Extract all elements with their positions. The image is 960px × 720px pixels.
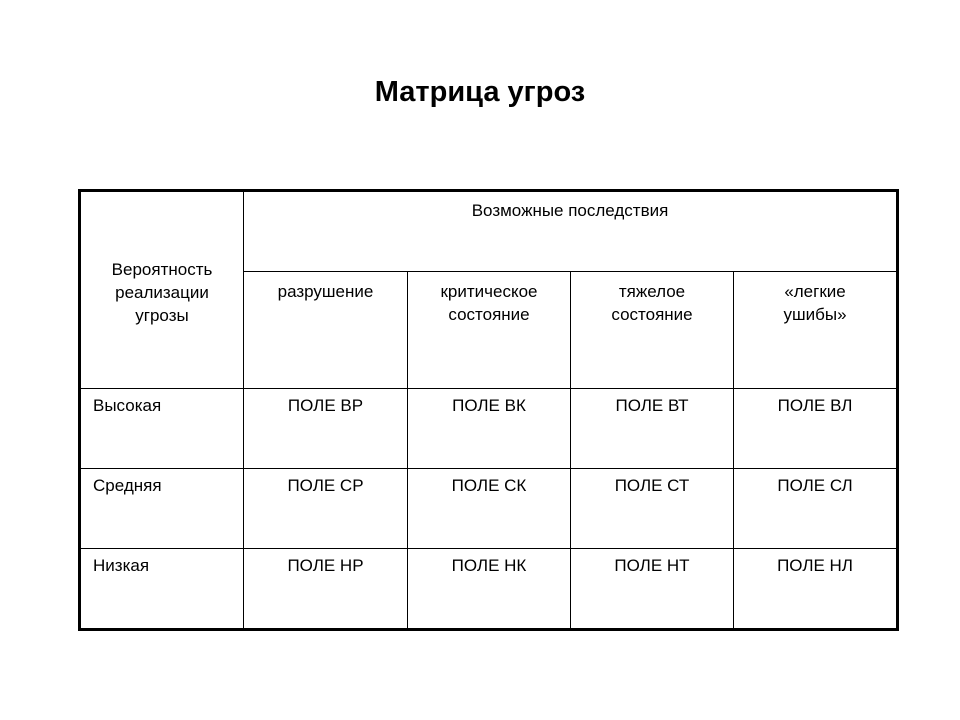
probability-header-line: угрозы: [135, 305, 189, 325]
table-row: [80, 549, 898, 630]
probability-header-line: Вероятность: [111, 259, 213, 279]
page-title: Матрица угроз: [374, 76, 586, 108]
table-cell: ПОЛЕ СТ: [571, 469, 734, 549]
table-cell: ПОЛЕ НТ: [571, 549, 734, 630]
column-header-line: тяжелое: [618, 282, 686, 301]
column-header-minor: [734, 272, 898, 389]
column-header-line: критическое: [440, 282, 538, 301]
table-cell: ПОЛЕ СК: [408, 469, 571, 549]
column-header-line: разрушение: [277, 282, 374, 301]
consequences-header: Возможные последствия: [244, 191, 898, 272]
column-header-line: состояние: [448, 305, 530, 324]
table-cell: ПОЛЕ ВР: [244, 389, 408, 469]
table-cell: ПОЛЕ НР: [244, 549, 408, 630]
row-label-medium: Средняя: [80, 469, 244, 549]
table-cell: ПОЛЕ ВТ: [571, 389, 734, 469]
table-row: [80, 469, 898, 549]
table-cell: ПОЛЕ СЛ: [734, 469, 898, 549]
table-row: [80, 389, 898, 469]
table-cell: ПОЛЕ СР: [244, 469, 408, 549]
table-cell: ПОЛЕ НК: [408, 549, 571, 630]
column-header-line: «легкие: [784, 282, 846, 301]
table-cell: ПОЛЕ НЛ: [734, 549, 898, 630]
column-header-severe: [571, 272, 734, 389]
row-label-low: Низкая: [80, 549, 244, 630]
probability-header: [80, 191, 244, 389]
table-cell: ПОЛЕ ВК: [408, 389, 571, 469]
column-header-destruction: [244, 272, 408, 389]
table-cell: ПОЛЕ ВЛ: [734, 389, 898, 469]
column-header-line: ушибы»: [783, 305, 847, 324]
column-header-critical: [408, 272, 571, 389]
row-label-high: Высокая: [80, 389, 244, 469]
threat-matrix-table: [78, 189, 899, 631]
column-header-line: состояние: [611, 305, 693, 324]
probability-header-line: реализации: [115, 282, 209, 302]
